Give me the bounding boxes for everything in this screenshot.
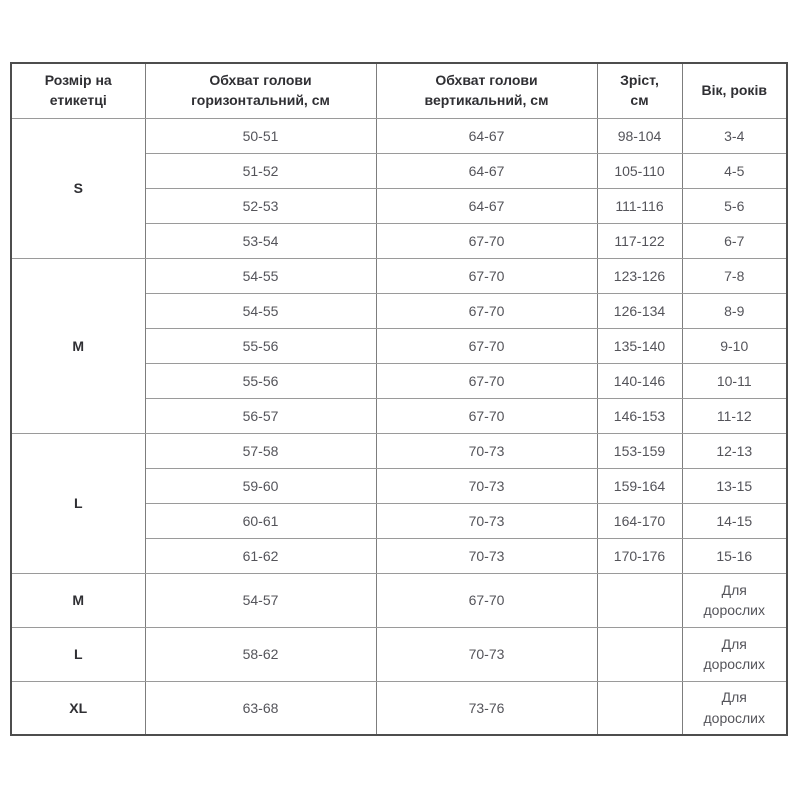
table-cell: 64-67 xyxy=(376,118,597,153)
table-row-adult xyxy=(11,573,787,627)
table-cell: 55-56 xyxy=(145,328,376,363)
table-cell: 11-12 xyxy=(682,398,787,433)
age-text: Для дорослих xyxy=(703,689,766,726)
table-row xyxy=(11,118,787,153)
table-cell: 58-62 xyxy=(145,627,376,681)
table-cell: 56-57 xyxy=(145,398,376,433)
header-line: етикетці xyxy=(49,91,107,108)
table-cell: 51-52 xyxy=(145,153,376,188)
header-line: Обхват голови xyxy=(435,72,538,89)
table-cell: 64-67 xyxy=(376,153,597,188)
table-cell: 67-70 xyxy=(376,573,597,627)
table-cell: 15-16 xyxy=(682,538,787,573)
table-cell: 73-76 xyxy=(376,681,597,735)
table-cell: 54-55 xyxy=(145,293,376,328)
table-cell: 5-6 xyxy=(682,188,787,223)
size-label-s: S xyxy=(11,118,145,258)
size-label-adult-l: L xyxy=(11,627,145,681)
table-cell: 70-73 xyxy=(376,503,597,538)
table-cell: 70-73 xyxy=(376,627,597,681)
table-cell: 6-7 xyxy=(682,223,787,258)
table-cell: 70-73 xyxy=(376,468,597,503)
size-label-m: M xyxy=(11,258,145,433)
table-cell: 55-56 xyxy=(145,363,376,398)
table-cell: 8-9 xyxy=(682,293,787,328)
table-cell-empty xyxy=(597,627,682,681)
table-cell: 67-70 xyxy=(376,293,597,328)
header-row xyxy=(11,63,787,118)
size-label-adult-xl: XL xyxy=(11,681,145,735)
table-cell: 3-4 xyxy=(682,118,787,153)
table-cell: 14-15 xyxy=(682,503,787,538)
age-text: Для дорослих xyxy=(703,581,766,618)
column-header-age xyxy=(682,63,787,118)
table-cell: 54-57 xyxy=(145,573,376,627)
header-line: Обхват голови xyxy=(209,72,312,89)
table-cell: 153-159 xyxy=(597,433,682,468)
table-cell: 7-8 xyxy=(682,258,787,293)
table-cell: 126-134 xyxy=(597,293,682,328)
table-cell: 4-5 xyxy=(682,153,787,188)
column-header-horizontal-circumference xyxy=(145,63,376,118)
header-line: Розмір на xyxy=(44,72,112,89)
header-line: Зріст, xyxy=(620,72,659,89)
table-cell: 67-70 xyxy=(376,328,597,363)
table-cell: 159-164 xyxy=(597,468,682,503)
table-cell: 63-68 xyxy=(145,681,376,735)
table-cell: 67-70 xyxy=(376,223,597,258)
header-line: Вік, років xyxy=(701,81,767,98)
column-header-size-label xyxy=(11,63,145,118)
age-text: Для дорослих xyxy=(703,635,766,672)
size-chart-container xyxy=(10,62,788,736)
column-header-vertical-circumference xyxy=(376,63,597,118)
table-cell: 52-53 xyxy=(145,188,376,223)
table-cell: 54-55 xyxy=(145,258,376,293)
table-cell: 111-116 xyxy=(597,188,682,223)
table-cell: 105-110 xyxy=(597,153,682,188)
table-cell: 9-10 xyxy=(682,328,787,363)
table-cell: 98-104 xyxy=(597,118,682,153)
table-cell: 57-58 xyxy=(145,433,376,468)
table-cell-empty xyxy=(597,681,682,735)
table-cell: 10-11 xyxy=(682,363,787,398)
size-chart-table xyxy=(10,62,788,736)
table-cell: 117-122 xyxy=(597,223,682,258)
size-label-l: L xyxy=(11,433,145,573)
table-row xyxy=(11,433,787,468)
table-cell: 146-153 xyxy=(597,398,682,433)
table-cell: 61-62 xyxy=(145,538,376,573)
table-cell: 70-73 xyxy=(376,538,597,573)
table-cell: 53-54 xyxy=(145,223,376,258)
table-cell: 67-70 xyxy=(376,398,597,433)
size-label-adult-m: M xyxy=(11,573,145,627)
table-cell-age xyxy=(682,573,787,627)
table-cell: 64-67 xyxy=(376,188,597,223)
table-cell: 170-176 xyxy=(597,538,682,573)
table-cell: 50-51 xyxy=(145,118,376,153)
table-cell: 140-146 xyxy=(597,363,682,398)
table-cell: 164-170 xyxy=(597,503,682,538)
table-cell-empty xyxy=(597,573,682,627)
table-cell: 67-70 xyxy=(376,363,597,398)
header-line: см xyxy=(630,91,649,108)
header-line: вертикальний, см xyxy=(424,91,549,108)
table-cell: 59-60 xyxy=(145,468,376,503)
table-row-adult xyxy=(11,627,787,681)
table-cell: 135-140 xyxy=(597,328,682,363)
table-cell-age xyxy=(682,681,787,735)
table-cell: 12-13 xyxy=(682,433,787,468)
table-row-adult xyxy=(11,681,787,735)
table-cell-age xyxy=(682,627,787,681)
table-cell: 13-15 xyxy=(682,468,787,503)
table-cell: 60-61 xyxy=(145,503,376,538)
table-row xyxy=(11,258,787,293)
table-cell: 123-126 xyxy=(597,258,682,293)
table-cell: 70-73 xyxy=(376,433,597,468)
header-line: горизонтальний, см xyxy=(191,91,330,108)
table-cell: 67-70 xyxy=(376,258,597,293)
column-header-height xyxy=(597,63,682,118)
